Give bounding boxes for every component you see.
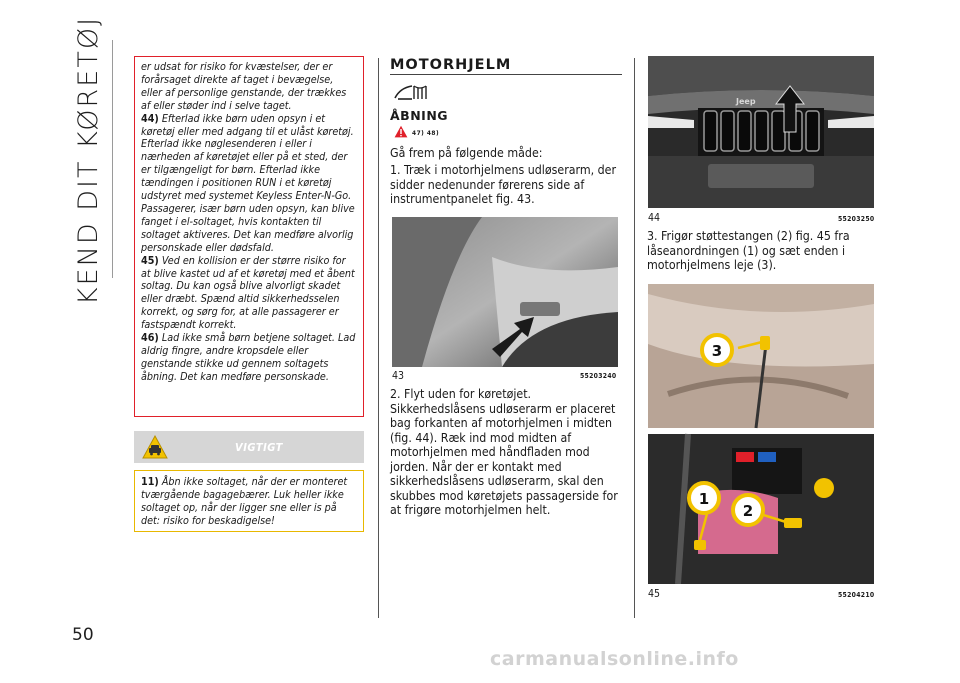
intro-text: Gå frem på følgende måde: bbox=[390, 146, 543, 160]
chapter-title: KEND DIT KØRETØJ bbox=[73, 15, 105, 305]
subsection-title: ÅBNING bbox=[390, 108, 449, 123]
step-3-text: 3. Frigør støttestangen (2) fig. 45 fra låseanordningen (1) og sæt enden i motorhjelmens leje (3). bbox=[647, 229, 850, 272]
section-rule bbox=[390, 74, 622, 75]
figure-45-photo bbox=[648, 284, 874, 584]
section-title: MOTORHJELM bbox=[390, 57, 512, 73]
callout-3: 3 bbox=[711, 342, 723, 360]
figure-43-photo bbox=[392, 217, 618, 367]
warning-triangle-icon bbox=[394, 125, 408, 138]
figure-43-number: 43 bbox=[392, 370, 405, 382]
warning-paragraph: 44) Efterlad ikke børn uden opsyn i et køretøj eller med adgang til et ulåst køretøj. Efterlad ikke nøglesenderen i eller i nærheden af køretøjet eller på et sted, der er tilgængeligt for børn. Efterlad ikke tændingen i positionen RUN i et køretøj udstyret med systemet Keyless Enter-N-Go. Passagerer, især børn uden opsyn, kan blive fanget i el-soltaget, hvis kontakten til soltaget aktiveres. Det kan medføre alvorlig personskade eller dødsfald. bbox=[141, 111, 355, 254]
watermark: carmanualsonline.info bbox=[490, 648, 739, 670]
important-header bbox=[134, 431, 364, 463]
column-divider bbox=[634, 58, 635, 618]
figure-44-code: 55203250 bbox=[838, 215, 875, 223]
important-box: 11) Åbn ikke soltaget, når der er monteret tværgående bagagebærer. Luk heller ikke soltaget op, når der ligger sne eller is på det: risiko for beskadigelse! bbox=[134, 470, 364, 532]
figure-43-code: 55203240 bbox=[580, 372, 617, 380]
warning-references: 47) 48) bbox=[412, 129, 440, 137]
hood-icon bbox=[392, 82, 430, 102]
jeep-logo: Jeep bbox=[736, 97, 756, 106]
figure-45-code: 55204210 bbox=[838, 591, 875, 599]
important-label: VIGTIGT bbox=[235, 440, 283, 454]
warning-box bbox=[134, 56, 364, 417]
figure-44-photo bbox=[648, 56, 874, 208]
step-2-text: 2. Flyt uden for køretøjet. Sikkerhedslåsens udløserarm er placeret bag forkanten af motorhjelmen i midten (fig. 44). Ræk ind mod midten af motorhjelmen med håndfladen mod jorden. Når der er kontakt med sikkerhedslåsens udløserarm, skal den skubbes mod køretøjets passagerside for at frigøre motorhjelmen helt. bbox=[390, 387, 618, 517]
warning-paragraph: 45) Ved en kollision er der større risiko for at blive kastet ud af et køretøj med et åbent soltag. Du kan også blive alvorligt skadet eller dræbt. Spænd altid sikkerhedsselen korrekt, og sørg for, at alle passagerer er fastspændt korrekt. bbox=[141, 253, 355, 332]
warning-triangle-icon bbox=[142, 435, 168, 459]
page-number: 50 bbox=[72, 625, 94, 645]
step-1-text: 1. Træk i motorhjelmens udløserarm, der sidder nedenunder førerens side af instrumentpanelet fig. 43. bbox=[390, 163, 617, 206]
warning-paragraph: er udsat for risiko for kvæstelser, der er forårsaget direkte af taget i bevægelse, eller af personlige genstande, der trækkes af eller støder ind i selve taget. bbox=[141, 60, 347, 112]
callout-2: 2 bbox=[742, 502, 754, 520]
column-divider bbox=[378, 58, 379, 618]
warning-paragraph: 46) Lad ikke små børn betjene soltaget. Lad aldrig fingre, andre kropsdele eller genstande stikke ud gennem soltagets åbning. Det kan medføre personskade. bbox=[141, 331, 356, 383]
figure-45-number: 45 bbox=[648, 588, 661, 600]
chapter-divider bbox=[112, 40, 113, 278]
callout-1: 1 bbox=[698, 490, 710, 508]
figure-44-number: 44 bbox=[648, 212, 661, 224]
